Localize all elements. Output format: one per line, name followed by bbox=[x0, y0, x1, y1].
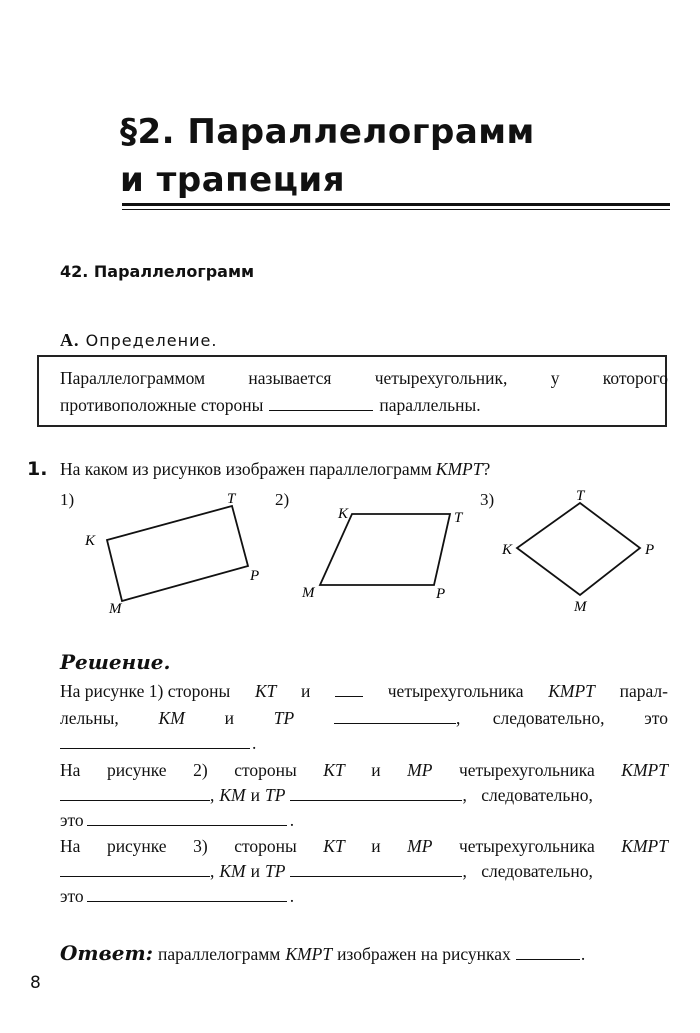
solution-p1-line1 bbox=[60, 681, 668, 702]
fig2-M: M bbox=[302, 585, 315, 601]
text: . bbox=[252, 733, 257, 753]
fig1-K: K bbox=[85, 533, 96, 549]
figure-3-rhombus bbox=[517, 503, 640, 595]
fig2-K: K bbox=[338, 506, 349, 522]
word: которого bbox=[602, 368, 668, 388]
section-title: 42. Параллелограмм bbox=[60, 262, 255, 281]
var: TP bbox=[273, 708, 295, 728]
text: , следовательно, bbox=[462, 861, 593, 881]
solution-p1-line3 bbox=[60, 733, 668, 754]
chapter-title-line2: и трапеция bbox=[120, 160, 346, 200]
blank-conclusion[interactable] bbox=[87, 887, 287, 902]
text: рисунке bbox=[106, 760, 167, 780]
var: KT bbox=[323, 760, 345, 780]
part-label: Определение. bbox=[85, 331, 218, 350]
fig1-T: T bbox=[227, 491, 236, 507]
text: На bbox=[60, 836, 81, 856]
fig1-P: P bbox=[250, 568, 260, 584]
fig3-T: T bbox=[576, 488, 585, 504]
text: . bbox=[289, 810, 295, 830]
word: четырехугольник, bbox=[374, 368, 508, 388]
text: изображен на рисунках bbox=[337, 944, 511, 964]
definition-text: противоположные стороны bbox=[60, 395, 264, 415]
text: стороны bbox=[234, 836, 297, 856]
solution-p3-line2 bbox=[60, 861, 668, 882]
text: четырехугольника bbox=[387, 681, 524, 701]
text: параллелограмм bbox=[158, 944, 281, 964]
chapter-title-line1: §2. Параллелограмм bbox=[120, 112, 535, 152]
var: KT bbox=[323, 836, 345, 856]
fig2-P: P bbox=[436, 586, 446, 602]
task-number: 1. bbox=[27, 458, 48, 480]
blank-side[interactable] bbox=[335, 682, 363, 697]
var: TP bbox=[265, 785, 286, 805]
text: На bbox=[60, 760, 81, 780]
text: это bbox=[60, 886, 84, 906]
answer-label: Ответ: bbox=[60, 941, 153, 965]
var: KMPT bbox=[621, 836, 668, 856]
solution-p1-line2 bbox=[60, 708, 668, 729]
answer-blank[interactable] bbox=[516, 945, 580, 960]
text: и bbox=[224, 708, 234, 728]
var: MP bbox=[407, 836, 433, 856]
blank-conclusion[interactable] bbox=[87, 811, 287, 826]
solution-p2-line1 bbox=[60, 760, 668, 781]
text: , следовательно, bbox=[456, 708, 605, 728]
word: Параллелограммом bbox=[60, 368, 206, 388]
text: 3) bbox=[193, 836, 208, 856]
text: четырехугольника bbox=[458, 760, 595, 780]
fig3-P: P bbox=[645, 542, 655, 558]
blank-conclusion[interactable] bbox=[60, 734, 250, 749]
blank-km-tp[interactable] bbox=[290, 786, 462, 801]
var: KT bbox=[254, 681, 277, 701]
text: и bbox=[371, 836, 381, 856]
question-var: KMPT bbox=[435, 459, 483, 479]
text: и bbox=[250, 861, 260, 881]
text: это bbox=[60, 810, 84, 830]
text: , следовательно, bbox=[462, 785, 593, 805]
figure-2-label: 2) bbox=[275, 490, 290, 509]
var: KM bbox=[219, 785, 246, 805]
solution-heading: Решение. bbox=[60, 650, 171, 674]
fig1-M: M bbox=[109, 601, 122, 617]
var: MP bbox=[407, 760, 433, 780]
question-mark: ? bbox=[482, 459, 491, 479]
var: KMPT bbox=[285, 944, 333, 964]
var: KMPT bbox=[621, 760, 668, 780]
text: четырехугольника bbox=[458, 836, 595, 856]
text: рисунке bbox=[106, 836, 167, 856]
text: , bbox=[210, 785, 215, 805]
figure-1-label: 1) bbox=[60, 490, 75, 509]
text: , bbox=[210, 861, 215, 881]
fig3-K: K bbox=[502, 542, 513, 558]
solution-p3-line1 bbox=[60, 836, 668, 857]
text: и bbox=[371, 760, 381, 780]
var: KMPT bbox=[548, 681, 595, 701]
figure-3-label: 3) bbox=[480, 490, 495, 509]
text: лельны, bbox=[60, 708, 119, 728]
part-letter: А. bbox=[60, 330, 80, 350]
text: и bbox=[301, 681, 311, 701]
word: у bbox=[550, 368, 560, 388]
question-text: На каком из рисунков изображен параллелограмм bbox=[60, 459, 432, 479]
text: парал- bbox=[619, 681, 668, 701]
text: На рисунке 1) стороны bbox=[60, 681, 231, 701]
solution-p2-line3 bbox=[60, 810, 668, 831]
blank-kt-mp[interactable] bbox=[60, 786, 210, 801]
blank-km-tp[interactable] bbox=[290, 862, 462, 877]
text: стороны bbox=[234, 760, 297, 780]
text: . bbox=[580, 944, 586, 964]
figure-2-quadrilateral bbox=[320, 514, 450, 585]
var: KM bbox=[158, 708, 185, 728]
answer-line bbox=[60, 941, 668, 965]
var: TP bbox=[265, 861, 286, 881]
blank-kt-mp[interactable] bbox=[60, 862, 210, 877]
text: 2) bbox=[193, 760, 208, 780]
blank-km-tp[interactable] bbox=[334, 709, 456, 724]
text: . bbox=[289, 886, 295, 906]
fig3-M: M bbox=[574, 599, 587, 615]
solution-p2-line2 bbox=[60, 785, 668, 806]
page-number: 8 bbox=[30, 973, 41, 993]
text: это bbox=[644, 708, 668, 728]
definition-text-end: параллельны. bbox=[379, 395, 481, 415]
var: KM bbox=[219, 861, 246, 881]
fig2-T: T bbox=[454, 510, 463, 526]
solution-p3-line3 bbox=[60, 886, 668, 907]
figure-1-quadrilateral bbox=[107, 506, 248, 601]
word: называется bbox=[248, 368, 332, 388]
blank-group bbox=[334, 708, 604, 729]
text: и bbox=[250, 785, 260, 805]
